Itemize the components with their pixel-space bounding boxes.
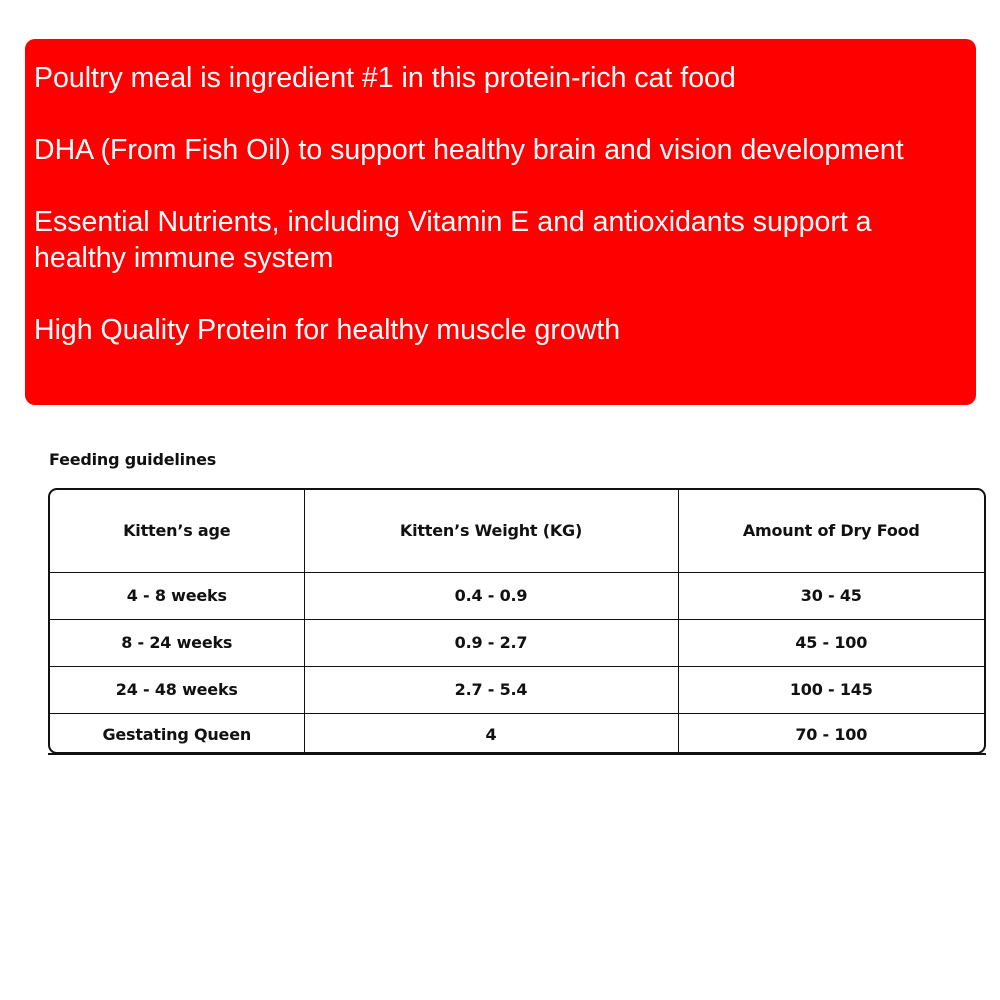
cell-age: 24 - 48 weeks bbox=[50, 666, 304, 713]
table-row bbox=[50, 666, 984, 713]
feeding-table-container bbox=[48, 488, 986, 754]
feeding-table bbox=[50, 490, 984, 754]
feeding-guidelines-title: Feeding guidelines bbox=[49, 450, 217, 469]
benefit-high-quality-protein: High Quality Protein for healthy muscle growth bbox=[34, 314, 621, 346]
benefit-poultry-meal: Poultry meal is ingredient #1 in this protein-rich cat food bbox=[34, 62, 736, 94]
header-kittens-weight: Kitten’s Weight (KG) bbox=[304, 490, 678, 572]
cell-food-amount: 45 - 100 bbox=[678, 619, 984, 666]
benefit-essential-nutrients: Essential Nutrients, including Vitamin E and antioxidants support a healthy immune system bbox=[34, 206, 872, 274]
cell-food-amount: 70 - 100 bbox=[678, 713, 984, 754]
table-row bbox=[50, 713, 984, 754]
table-header-row bbox=[50, 490, 984, 572]
table-row bbox=[50, 572, 984, 619]
table-bottom-rule bbox=[48, 753, 986, 755]
cell-food-amount: 100 - 145 bbox=[678, 666, 984, 713]
cell-age: Gestating Queen bbox=[50, 713, 304, 754]
cell-age: 4 - 8 weeks bbox=[50, 572, 304, 619]
cell-weight: 2.7 - 5.4 bbox=[304, 666, 678, 713]
benefits-panel bbox=[25, 39, 976, 405]
table-row bbox=[50, 619, 984, 666]
cell-weight: 0.9 - 2.7 bbox=[304, 619, 678, 666]
cell-weight: 4 bbox=[304, 713, 678, 754]
cell-age: 8 - 24 weeks bbox=[50, 619, 304, 666]
benefit-dha: DHA (From Fish Oil) to support healthy brain and vision development bbox=[34, 134, 904, 166]
cell-food-amount: 30 - 45 bbox=[678, 572, 984, 619]
cell-weight: 0.4 - 0.9 bbox=[304, 572, 678, 619]
header-dry-food-amount: Amount of Dry Food bbox=[678, 490, 984, 572]
header-kittens-age: Kitten’s age bbox=[50, 490, 304, 572]
